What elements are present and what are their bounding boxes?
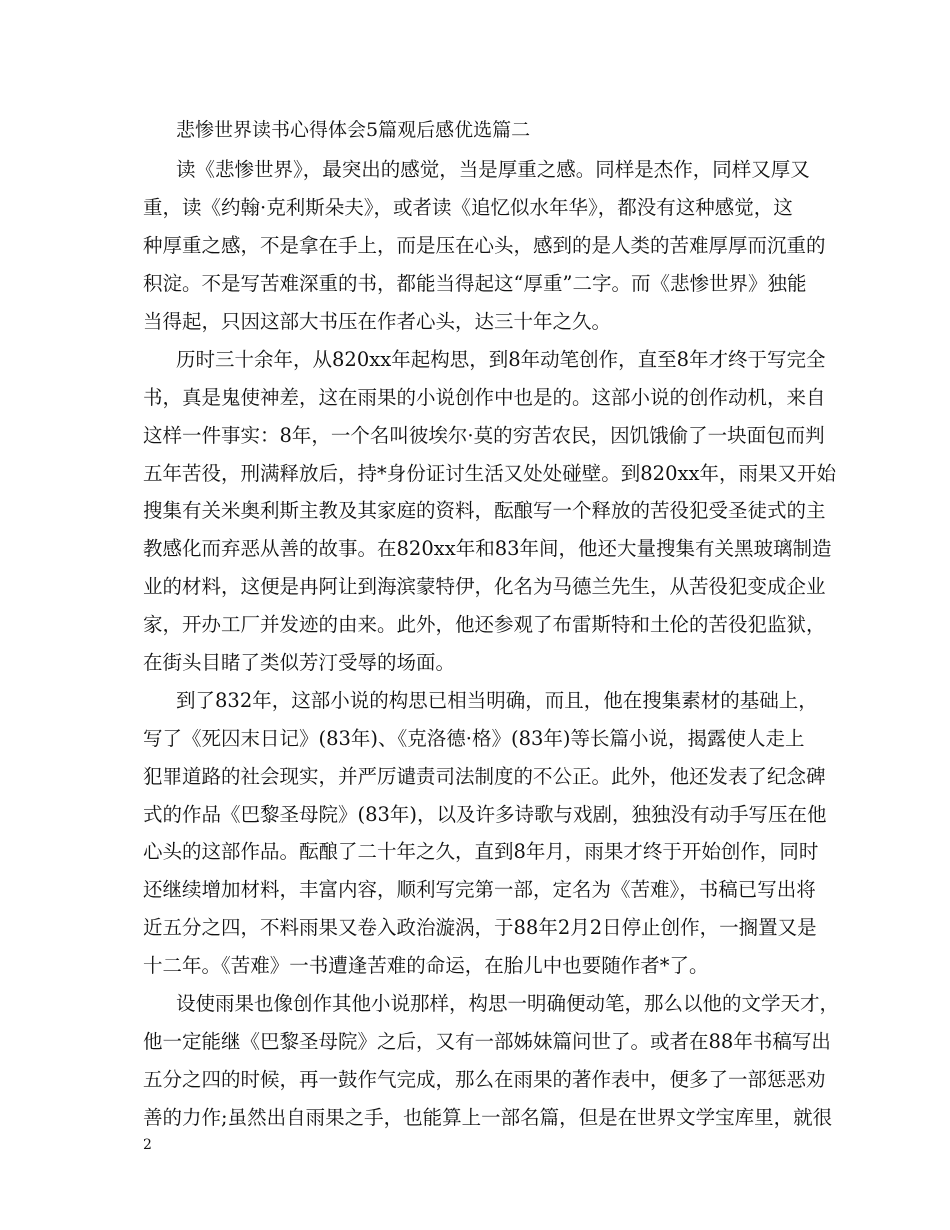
paragraph-3-line: 心头的这部作品。酝酿了二十年之久，直到8年月，雨果才终于开始创作，同时 bbox=[143, 840, 819, 863]
paragraph-1-line: 种厚重之感，不是拿在手上，而是压在心头，感到的是人类的苦难厚厚而沉重的 bbox=[143, 234, 826, 257]
paragraph-3-line: 式的作品《巴黎圣母院》(83年)，以及许多诗歌与戏剧，独独没有动手写压在他 bbox=[143, 803, 827, 826]
paragraph-2-line: 在街头目睹了类似芳汀受辱的场面。 bbox=[143, 651, 456, 674]
document-title: 悲惨世界读书心得体会5篇观后感优选篇二 bbox=[176, 119, 531, 141]
paragraph-1-line: 积淀。不是写苦难深重的书，都能当得起这“厚重”二字。而《悲惨世界》独能 bbox=[143, 272, 807, 295]
paragraph-1-line: 重，读《约翰·克利斯朵夫》，或者读《追忆似水年华》，都没有这种感觉，这 bbox=[143, 196, 793, 219]
paragraph-2-line: 家，开办工厂并发迹的由来。此外，他还参观了布雷斯特和土伦的苦役犯监狱， bbox=[143, 613, 826, 636]
paragraph-2-line: 书，真是鬼使神差，这在雨果的小说创作中也是的。这部小说的创作动机，来自 bbox=[143, 386, 826, 409]
paragraph-2-line: 五年苦役，刑满释放后，持*身份证讨生活又处处碰壁。到820xx年，雨果又开始 bbox=[143, 462, 836, 485]
paragraph-2-line: 业的材料，这便是冉阿让到海滨蒙特伊，化名为马德兰先生，从苦役犯变成企业 bbox=[143, 575, 826, 598]
paragraph-1-line: 当得起，只因这部大书压在作者心头，达三十年之久。 bbox=[143, 310, 612, 333]
paragraph-4-line: 五分之四的时候，再一鼓作气完成，那么在雨果的著作表中，便多了一部惩恶劝 bbox=[143, 1068, 826, 1091]
paragraph-3-line: 还继续增加材料，丰富内容，顺利写完第一部，定名为《苦难》，书稿已写出将 bbox=[143, 878, 816, 901]
paragraph-2-line: 搜集有关米奥利斯主教及其家庭的资料，酝酿写一个释放的苦役犯受圣徒式的主 bbox=[143, 499, 826, 522]
page-number: 2 bbox=[143, 1137, 152, 1153]
paragraph-3-line: 近五分之四，不料雨果又卷入政治漩涡，于88年2月2日停止创作，一搁置又是 bbox=[143, 916, 817, 939]
paragraph-4-line: 设使雨果也像创作其他小说那样，构思一明确便动笔，那么以他的文学天才， bbox=[176, 992, 840, 1015]
paragraph-2-line: 教感化而弃恶从善的故事。在820xx年和83年间，他还大量搜集有关黑玻璃制造 bbox=[143, 537, 832, 560]
paragraph-3-line: 犯罪道路的社会现实，并严厉谴责司法制度的不公正。此外，他还发表了纪念碑 bbox=[143, 765, 826, 788]
paragraph-3-line: 到了832年，这部小说的构思已相当明确，而且，他在搜集素材的基础上， bbox=[176, 689, 818, 712]
paragraph-2-line: 历时三十余年，从820xx年起构思，到8年动笔创作，直至8年才终于写完全 bbox=[176, 348, 826, 371]
paragraph-4-line: 善的力作;虽然出自雨果之手，也能算上一部名篇，但是在世界文学宝库里，就很 bbox=[143, 1106, 833, 1129]
paragraph-3-line: 十二年。《苦难》一书遭逢苦难的命运，在胎儿中也要随作者*了。 bbox=[143, 954, 709, 977]
paragraph-2-line: 这样一件事实：8年，一个名叫彼埃尔·莫的穷苦农民，因饥饿偷了一块面包而判 bbox=[143, 424, 825, 447]
paragraph-3-line: 写了《死囚末日记》(83年)、《克洛德·格》(83年)等长篇小说，揭露使人走上 bbox=[143, 727, 805, 750]
paragraph-1-line: 读《悲惨世界》，最突出的感觉，当是厚重之感。同样是杰作，同样又厚又 bbox=[176, 158, 810, 181]
paragraph-4-line: 他一定能继《巴黎圣母院》之后，又有一部姊妹篇问世了。或者在88年书稿写出 bbox=[143, 1030, 831, 1053]
